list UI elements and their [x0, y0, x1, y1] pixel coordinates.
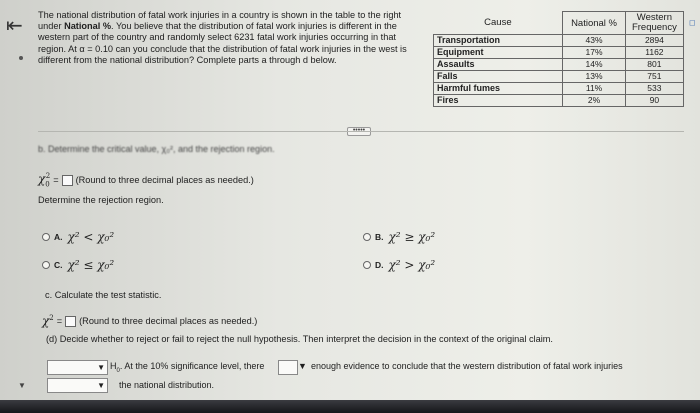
side-marker-icon [19, 56, 23, 60]
round-hint: (Round to three decimal places as needed.) [75, 175, 254, 186]
back-arrow-icon[interactable]: ⇤ [6, 15, 23, 37]
divider [38, 131, 684, 132]
scroll-down-icon[interactable]: ▼ [18, 381, 26, 390]
there-is-dropdown[interactable] [278, 360, 298, 375]
chi-square-symbol: $\chi_0^2$ [38, 172, 51, 189]
national-cell: 13% [563, 71, 626, 83]
cause-cell: Assaults [434, 59, 563, 71]
option-b[interactable]: B. χ² ≥ χ₀² [363, 230, 435, 244]
rejection-prompt: Determine the rejection region. [38, 195, 164, 205]
radio-d[interactable] [363, 261, 371, 269]
part-c-prompt: c. Calculate the test statistic. [45, 290, 162, 300]
cause-cell: Harmful fumes [434, 83, 563, 95]
cause-cell: Transportation [434, 35, 563, 47]
option-d[interactable]: D. χ² > χ₀² [363, 258, 435, 272]
header-cause: Cause [484, 17, 512, 29]
question-line: under National %. You believe that the distribution of fatal work injuries is different in the [38, 21, 397, 32]
chi-square-symbol: $\chi^2$ [42, 314, 54, 328]
part-d-prompt: (d) Decide whether to reject or fail to reject the null hypothesis. Then interpret the decision in the context of the original claim. [46, 334, 553, 344]
national-cell: 17% [563, 47, 626, 59]
injury-table [433, 11, 684, 107]
bezel [0, 400, 700, 413]
reject-decision-dropdown[interactable] [47, 360, 108, 375]
option-a[interactable]: A. χ² < χ₀² [42, 230, 114, 244]
radio-c[interactable] [42, 261, 50, 269]
option-c[interactable]: C. χ² ≤ χ₀² [42, 258, 114, 272]
table-row [434, 59, 684, 71]
radio-b[interactable] [363, 233, 371, 241]
question-line: region. At α = 0.10 can you conclude that the distribution of fatal work injuries in the west is [38, 43, 407, 54]
question-text [38, 10, 430, 66]
western-cell: 751 [625, 71, 683, 83]
dropdown-arrow-icon: ▼ [97, 363, 105, 372]
national-cell: 14% [563, 59, 626, 71]
western-cell: 533 [625, 83, 683, 95]
question-line: The national distribution of fatal work injuries in a country is shown in the table to the right [38, 10, 402, 20]
evidence-text: enough evidence to conclude that the western distribution of fatal work injuries [311, 361, 623, 371]
western-cell: 90 [625, 95, 683, 107]
national-cell: 2% [563, 95, 626, 107]
test-statistic-input[interactable] [65, 316, 76, 327]
dropdown-arrow-icon: ▼ [97, 381, 105, 390]
question-line: different from the national distribution? Complete parts a through d below. [38, 54, 337, 65]
radio-a[interactable] [42, 233, 50, 241]
h0-text: $H_0$. At the 10% significance level, there [110, 361, 265, 374]
critical-value-row: $\chi_0^2$ = (Round to three decimal places as needed.) [38, 172, 254, 189]
national-cell: 11% [563, 83, 626, 95]
critical-value-input[interactable] [62, 175, 73, 186]
test-statistic-row: $\chi^2$ = (Round to three decimal places as needed.) [42, 314, 258, 328]
table-row [434, 47, 684, 59]
question-line: western part of the country and randomly select 6231 fatal work injuries occurring in that [38, 32, 396, 43]
round-hint: (Round to three decimal places as needed.) [79, 316, 258, 326]
header-national: National % [563, 12, 626, 35]
cause-cell: Falls [434, 71, 563, 83]
cause-cell: Equipment [434, 47, 563, 59]
part-b-header: b. Determine the critical value, χ₀², and the rejection region. [38, 144, 275, 154]
differs-dropdown[interactable] [47, 378, 108, 393]
national-text: the national distribution. [119, 380, 215, 390]
table-row [434, 95, 684, 107]
western-cell: 1162 [625, 47, 683, 59]
western-cell: 2894 [625, 35, 683, 47]
table-row [434, 35, 684, 47]
dropdown-arrow-icon[interactable]: ▼ [298, 361, 307, 371]
table-row [434, 83, 684, 95]
western-cell: 801 [625, 59, 683, 71]
tool-icon[interactable]: ◻ [689, 18, 696, 27]
national-cell: 43% [563, 35, 626, 47]
cause-cell: Fires [434, 95, 563, 107]
table-row [434, 71, 684, 83]
header-western: Western Frequency [625, 12, 683, 35]
